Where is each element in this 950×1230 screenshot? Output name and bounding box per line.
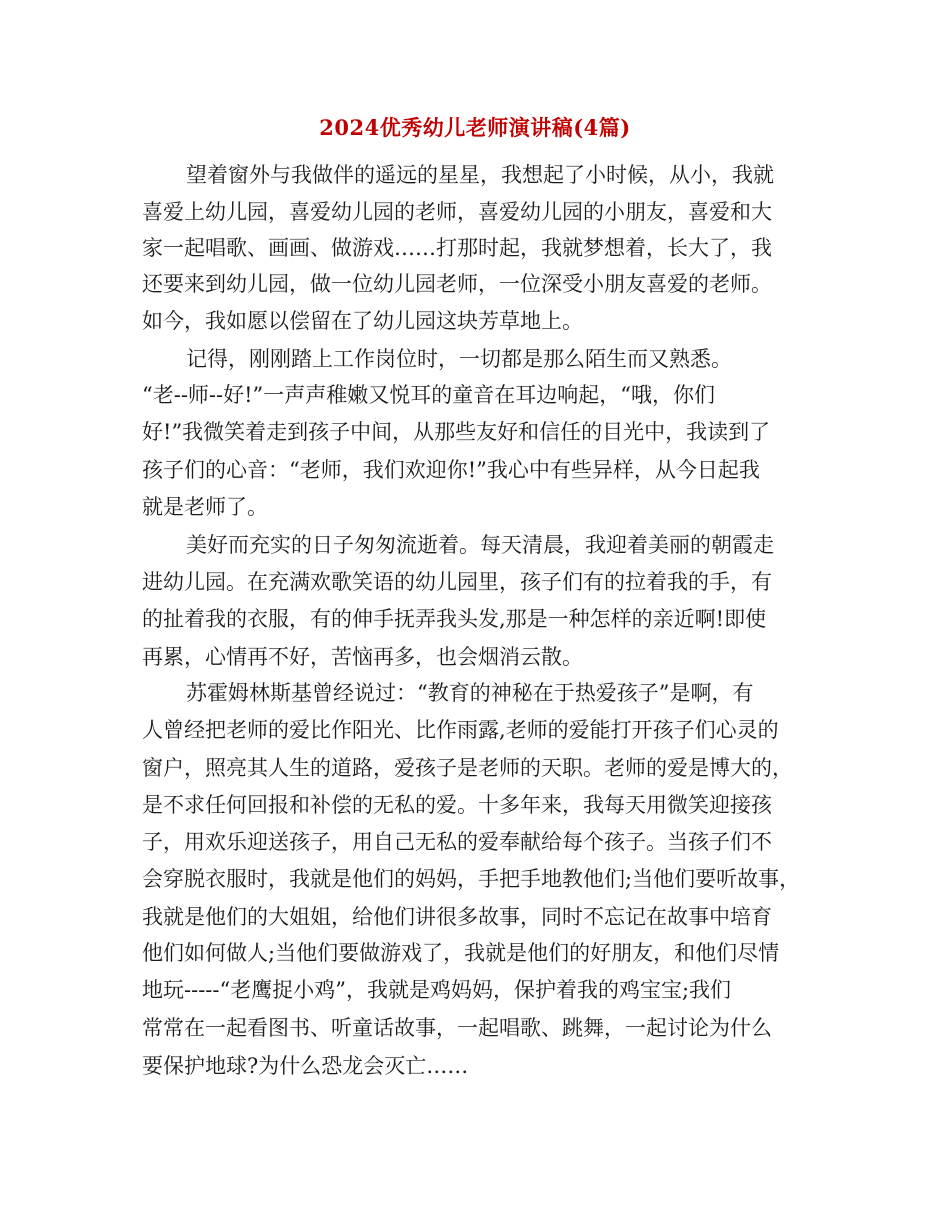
text-line: 望着窗外与我做伴的遥远的星星，我想起了小时候，从小，我就: [186, 163, 774, 187]
text-line: 我就是他们的大姐姐，给他们讲很多故事，同时不忘记在故事中培育: [142, 905, 772, 929]
text-line: 的扯着我的衣服，有的伸手抚弄我头发,那是一种怎样的亲近啊!即使: [142, 607, 767, 631]
text-line: 苏霍姆林斯基曾经说过：“教育的神秘在于热爱孩子”是啊，有: [186, 681, 754, 705]
text-line: 记得，刚刚踏上工作岗位时，一切都是那么陌生而又熟悉。: [186, 347, 732, 371]
text-line: 会穿脱衣服时，我就是他们的妈妈，手把手地教他们;当他们要听故事，: [142, 867, 801, 891]
text-line: 子，用欢乐迎送孩子，用自己无私的爱奉献给每个孩子。当孩子们不: [142, 830, 772, 854]
text-line: 美好而充实的日子匆匆流逝着。每天清晨，我迎着美丽的朝霞走: [186, 533, 774, 557]
text-line: 如今，我如愿以偿留在了幼儿园这块芳草地上。: [142, 309, 583, 333]
text-line: 好!”我微笑着走到孩子中间，从那些友好和信任的目光中，我读到了: [142, 420, 771, 444]
text-line: 喜爱上幼儿园，喜爱幼儿园的老师，喜爱幼儿园的小朋友，喜爱和大: [142, 200, 772, 224]
text-line: 再累，心情再不好，苦恼再多，也会烟消云散。: [142, 645, 583, 669]
text-line: 人曾经把老师的爱比作阳光、比作雨露,老师的爱能打开孩子们心灵的: [142, 718, 779, 742]
text-line: 进幼儿园。在充满欢歌笑语的幼儿园里，孩子们有的拉着我的手，有: [142, 570, 772, 594]
text-line: 窗户，照亮其人生的道路，爱孩子是老师的天职。老师的爱是博大的，: [142, 756, 793, 780]
text-line: 是不求任何回报和补偿的无私的爱。十多年来，我每天用微笑迎接孩: [142, 793, 772, 817]
text-line: 地玩-----“老鹰捉小鸡”，我就是鸡妈妈，保护着我的鸡宝宝;我们: [142, 978, 732, 1002]
text-line: 他们如何做人;当他们要做游戏了，我就是他们的好朋友，和他们尽情: [142, 941, 780, 965]
text-line: 就是老师了。: [142, 495, 268, 519]
text-line: 要保护地球?为什么恐龙会灭亡……: [142, 1054, 469, 1078]
text-line: 常常在一起看图书、听童话故事，一起唱歌、跳舞，一起讨论为什么: [142, 1016, 772, 1040]
text-line: 还要来到幼儿园，做一位幼儿园老师，一位深受小朋友喜爱的老师。: [142, 272, 772, 296]
text-line: “老--师--好!”一声声稚嫩又悦耳的童音在耳边响起，“哦，你们: [142, 383, 716, 407]
text-line: 孩子们的心音：“老师，我们欢迎你!”我心中有些异样，从今日起我: [142, 458, 760, 482]
text-line: 家一起唱歌、画画、做游戏……打那时起，我就梦想着，长大了，我: [142, 236, 772, 260]
document-title: 2024优秀幼儿老师演讲稿(4篇): [319, 115, 631, 140]
